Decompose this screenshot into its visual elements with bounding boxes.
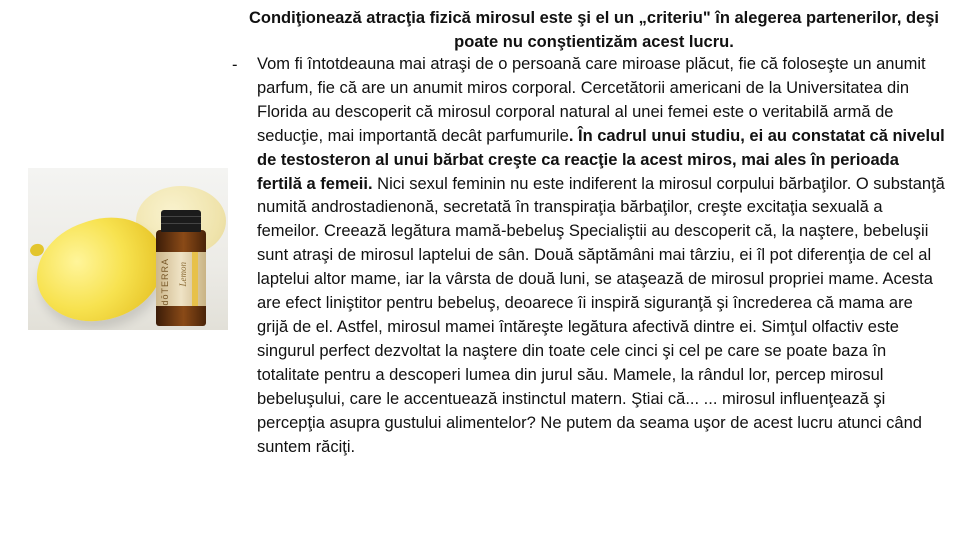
- label-band: [192, 252, 198, 306]
- paragraph-rest: Nici sexul feminin nu este indiferent la mirosul corpului bărbaţilor. O substanţă numită androstadienonă, secretată în transpiraţia bărbaţilor, creşte excitaţia sexuală a femeilor. Creează legătura mamă-bebeluş Specialiştii au descoperit că, la naştere, bebeluşii sunt atraşi de mirosul laptelui de sân. Două săptămâni mai târziu, ei îl pot diferenţia de cel al laptelui altor mame, iar la vârsta de două luni, se ataşează de mirosul propriei mame. Acesta are efect liniştitor pentru bebeluş, deoarece îi inspiră siguranţă şi încrederea că mama are grijă de el. Astfel, mirosul mamei întăreşte legătura afectivă dintre ei. Simţul olfactiv este singurul perfect dezvoltat la naştere din toate cele cinci şi cel pe care se poate baza în totalitate pentru a descoperi lumea din jurul său. Mamele, la rândul lor, percep mirosul bebeluşului, care le accentuează instinctul matern. Ştiai că... ... mirosul influenţează şi percepţia asupra gustului alimentelor? Ne putem da seama uşor de acest lucru atunci când suntem răciţi.: [257, 174, 945, 456]
- bottle-cap: [161, 210, 201, 232]
- bottle-label: [156, 252, 206, 306]
- slide-title: Condiţionează atracţia fizică mirosul este şi el un „criteriu" în alegerea partenerilor, deşi poate nu conştientizăm acest lucru.: [248, 9, 940, 51]
- bullet-dash: -: [232, 56, 238, 74]
- bottle-brand: dōTERRA: [160, 258, 170, 306]
- paragraph-intro: Vom fi întotdeauna mai atraşi de o persoană care miroase plăcut, fie că foloseşte un anumit parfum, fie că are un anumit miros corporal. Cercetătorii americani de la Universitatea din Florida au descoperit că mirosul corporal natural al unei femei este o veritabilă armă de seducţie, mai importantă decât parfumurile: [257, 55, 926, 145]
- paragraph-study-highlight: . În cadrul unui studiu, ei au constatat că nivelul de testosteron al unui bărbat creşte ca reacţie la acest miros, mai ales în perioada fertilă a femeii.: [257, 126, 945, 193]
- bottle-oil-name: Lemon: [178, 262, 188, 287]
- lemon-essential-oil-photo: [28, 168, 228, 330]
- body-paragraph: [257, 53, 947, 459]
